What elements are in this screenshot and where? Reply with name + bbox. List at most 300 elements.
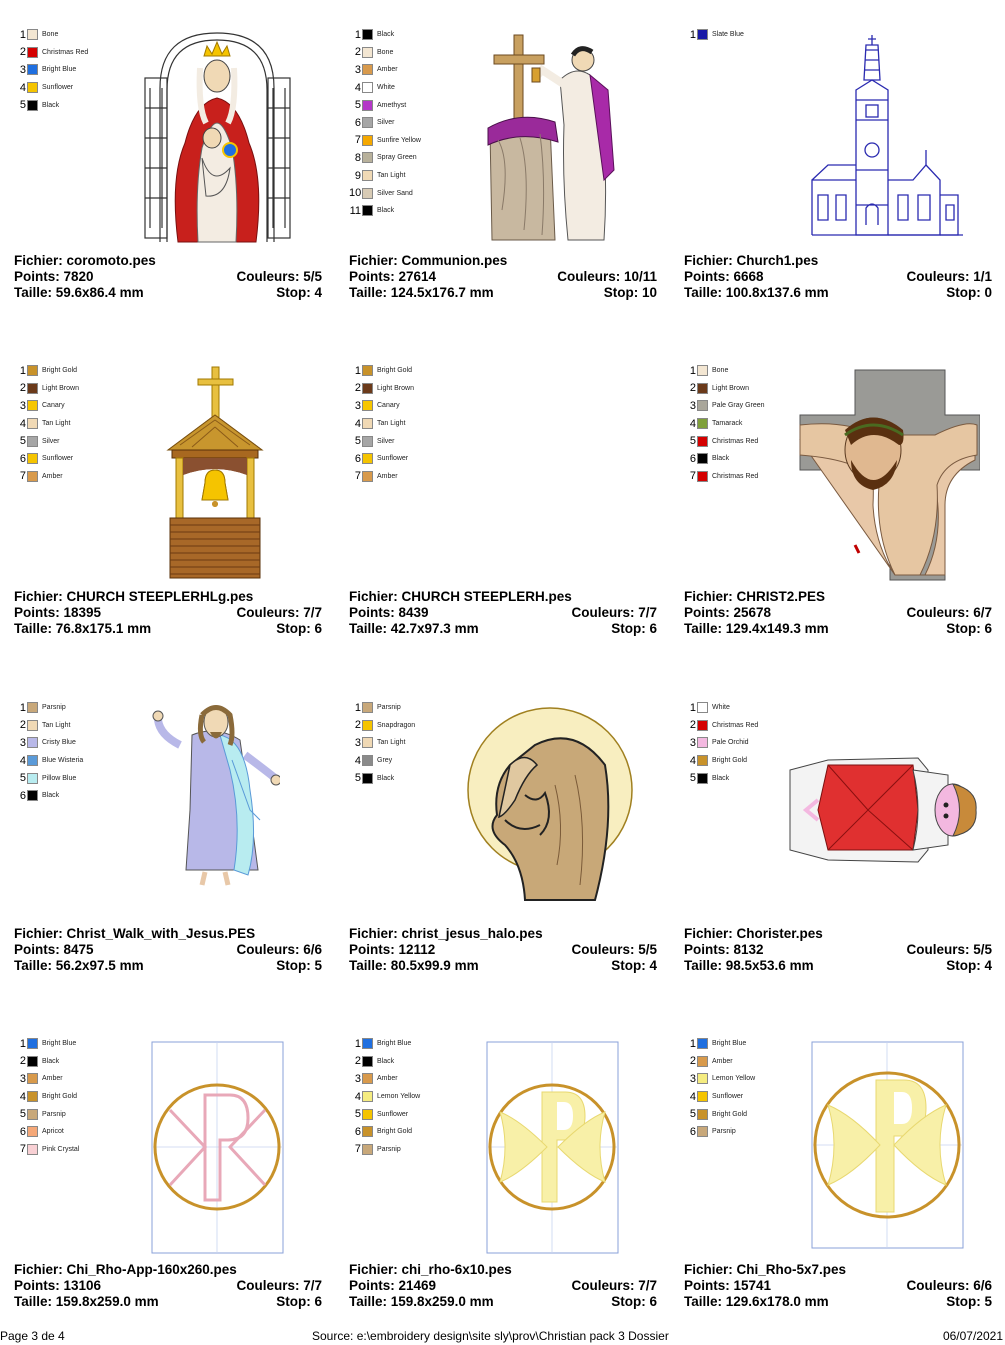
design-card — [670, 1009, 1005, 1345]
color-index: 2 — [354, 719, 361, 732]
stop-count: Stop: 5 — [276, 958, 322, 973]
stop-count: Stop: 0 — [946, 285, 992, 300]
color-legend-row — [349, 184, 421, 202]
color-index: 7 — [19, 1143, 26, 1156]
color-name: Canary — [42, 402, 65, 410]
points-count: Points: 12112 — [349, 942, 436, 957]
file-name: Fichier: Chorister.pes — [684, 926, 823, 941]
source-path: Source: e:\embroidery design\site sly\prov\Christian pack 3 Dossier — [312, 1329, 669, 1343]
stop-count: Stop: 6 — [611, 621, 657, 636]
color-legend-row — [14, 26, 88, 44]
color-index: 5 — [354, 99, 361, 112]
color-legend-row — [14, 787, 83, 805]
color-swatch — [27, 1144, 38, 1155]
file-name: Fichier: Chi_Rho-5x7.pes — [684, 1262, 847, 1277]
color-legend-row — [14, 734, 83, 752]
color-legend-row — [349, 1105, 420, 1123]
color-index: 2 — [354, 46, 361, 59]
color-name: Parsnip — [377, 1145, 401, 1153]
design-card — [0, 673, 335, 1009]
color-swatch — [697, 737, 708, 748]
design-card — [335, 1009, 670, 1345]
color-index: 7 — [19, 470, 26, 483]
color-index: 2 — [19, 719, 26, 732]
print-date: 06/07/2021 — [942, 1329, 1003, 1343]
colors-count: Couleurs: 7/7 — [571, 605, 657, 620]
color-legend-row — [14, 1123, 79, 1141]
color-swatch — [697, 365, 708, 376]
design-card — [670, 673, 1005, 1009]
color-swatch — [362, 170, 373, 181]
design-size: Taille: 59.6x86.4 mm — [14, 285, 144, 300]
color-swatch — [362, 471, 373, 482]
color-name: Pillow Blue — [42, 774, 77, 782]
design-size: Taille: 159.8x259.0 mm — [349, 1294, 494, 1309]
design-size: Taille: 80.5x99.9 mm — [349, 958, 479, 973]
design-info — [14, 253, 322, 301]
color-name: Blue Wisteria — [42, 757, 84, 765]
color-index: 7 — [354, 1143, 361, 1156]
points-count: Points: 27614 — [349, 269, 437, 284]
color-index: 11 — [349, 204, 361, 217]
color-name: Bone — [377, 48, 394, 56]
color-index: 7 — [689, 470, 696, 483]
stop-count: Stop: 5 — [946, 1294, 992, 1309]
color-name: Bone — [42, 31, 59, 39]
color-legend — [349, 26, 421, 220]
color-name: Black — [712, 774, 730, 782]
color-index: 5 — [689, 772, 696, 785]
color-index: 4 — [19, 1090, 26, 1103]
points-count: Points: 18395 — [14, 605, 102, 620]
color-legend-row — [684, 1035, 755, 1053]
color-name: Christmas Red — [712, 472, 759, 480]
color-swatch — [27, 1056, 38, 1067]
color-index: 4 — [354, 81, 361, 94]
color-name: Amber — [42, 1075, 63, 1083]
color-legend-row — [14, 752, 83, 770]
color-swatch — [362, 737, 373, 748]
file-name: Fichier: chi_rho-6x10.pes — [349, 1262, 512, 1277]
color-swatch — [362, 453, 373, 464]
color-name: Black — [377, 31, 395, 39]
file-name: Fichier: Church1.pes — [684, 253, 819, 268]
color-name: Canary — [377, 402, 400, 410]
color-legend — [349, 1035, 420, 1158]
colors-count: Couleurs: 5/5 — [906, 942, 992, 957]
color-name: Black — [42, 792, 60, 800]
christ-walk-artwork — [150, 700, 280, 890]
color-name: Light Brown — [712, 384, 749, 392]
color-legend-row — [14, 415, 79, 433]
color-index: 6 — [19, 789, 26, 802]
color-name: Sunfire Yellow — [377, 136, 421, 144]
stop-count: Stop: 6 — [946, 621, 992, 636]
color-swatch — [27, 773, 38, 784]
color-name: Parsnip — [42, 704, 66, 712]
points-count: Points: 21469 — [349, 1278, 437, 1293]
color-swatch — [362, 755, 373, 766]
color-swatch — [697, 400, 708, 411]
color-name: Snapdragon — [377, 721, 416, 729]
color-name: Silver — [42, 437, 60, 445]
color-swatch — [697, 702, 708, 713]
color-swatch — [697, 1109, 708, 1120]
color-name: Christmas Red — [712, 437, 759, 445]
color-swatch — [697, 453, 708, 464]
color-legend-row — [14, 79, 88, 97]
chorister-artwork — [788, 750, 978, 870]
color-name: Bone — [712, 367, 729, 375]
color-legend-row — [684, 734, 758, 752]
color-legend-row — [14, 699, 83, 717]
color-swatch — [362, 436, 373, 447]
points-count: Points: 8475 — [14, 942, 94, 957]
color-swatch — [362, 418, 373, 429]
design-info — [349, 253, 657, 301]
halo-artwork — [465, 705, 635, 905]
colors-count: Couleurs: 6/7 — [906, 605, 992, 620]
color-swatch — [697, 1056, 708, 1067]
design-info — [684, 253, 992, 301]
color-swatch — [697, 1126, 708, 1137]
design-size: Taille: 124.5x176.7 mm — [349, 285, 494, 300]
color-legend-row — [684, 397, 765, 415]
color-legend — [14, 26, 88, 114]
color-name: Bright Gold — [377, 1128, 413, 1136]
color-swatch — [27, 453, 38, 464]
color-legend-row — [684, 362, 765, 380]
colors-count: Couleurs: 10/11 — [557, 269, 657, 284]
color-name: Sunflower — [377, 1110, 409, 1118]
color-swatch — [27, 418, 38, 429]
color-swatch — [362, 29, 373, 40]
communion-artwork — [480, 30, 630, 245]
color-legend-row — [14, 380, 79, 398]
color-name: Grey — [377, 757, 393, 765]
design-info — [684, 926, 992, 974]
design-size: Taille: 129.6x178.0 mm — [684, 1294, 829, 1309]
color-name: Bright Blue — [42, 1040, 77, 1048]
color-legend-row — [14, 44, 88, 62]
color-swatch — [27, 365, 38, 376]
color-index: 2 — [689, 382, 696, 395]
color-index: 4 — [19, 417, 26, 430]
color-swatch — [362, 1109, 373, 1120]
color-index: 6 — [354, 1125, 361, 1138]
color-legend-row — [349, 202, 421, 220]
design-size: Taille: 100.8x137.6 mm — [684, 285, 829, 300]
design-info — [684, 1262, 992, 1310]
color-legend-row — [349, 752, 415, 770]
color-legend-row — [14, 1105, 79, 1123]
color-legend-row — [349, 132, 421, 150]
color-index: 5 — [19, 435, 26, 448]
color-swatch — [362, 117, 373, 128]
color-name: Black — [377, 207, 395, 215]
color-swatch — [697, 471, 708, 482]
color-swatch — [27, 29, 38, 40]
color-legend-row — [349, 769, 415, 787]
color-name: Tan Light — [377, 420, 406, 428]
color-swatch — [27, 1126, 38, 1137]
color-name: Christmas Red — [712, 721, 759, 729]
color-legend-row — [349, 432, 414, 450]
color-legend-row — [14, 397, 79, 415]
color-swatch — [362, 720, 373, 731]
color-index: 4 — [689, 754, 696, 767]
color-legend-row — [349, 149, 421, 167]
color-legend-row — [684, 717, 758, 735]
colors-count: Couleurs: 6/6 — [236, 942, 322, 957]
color-name: Lemon Yellow — [712, 1075, 756, 1083]
color-swatch — [697, 418, 708, 429]
color-legend-row — [349, 1070, 420, 1088]
design-info — [14, 1262, 322, 1310]
color-index: 1 — [689, 28, 696, 41]
color-name: Black — [377, 774, 395, 782]
color-index: 3 — [354, 736, 361, 749]
color-legend-row — [14, 1070, 79, 1088]
color-legend-row — [684, 1105, 755, 1123]
color-name: Tan Light — [377, 739, 406, 747]
color-name: White — [377, 84, 395, 92]
color-name: Pink Crystal — [42, 1145, 80, 1153]
color-swatch — [362, 1091, 373, 1102]
file-name: Fichier: Communion.pes — [349, 253, 508, 268]
color-swatch — [362, 100, 373, 111]
color-index: 6 — [19, 1125, 26, 1138]
design-size: Taille: 98.5x53.6 mm — [684, 958, 814, 973]
colors-count: Couleurs: 6/6 — [906, 1278, 992, 1293]
color-name: Light Brown — [42, 384, 79, 392]
color-index: 5 — [689, 435, 696, 448]
color-name: White — [712, 704, 730, 712]
color-index: 3 — [689, 1072, 696, 1085]
color-name: Tamarack — [712, 420, 743, 428]
color-legend-row — [14, 362, 79, 380]
color-index: 5 — [689, 1108, 696, 1121]
color-index: 5 — [19, 772, 26, 785]
color-name: Slate Blue — [712, 31, 744, 39]
color-legend-row — [349, 114, 421, 132]
stop-count: Stop: 6 — [276, 1294, 322, 1309]
color-swatch — [27, 383, 38, 394]
color-swatch — [362, 702, 373, 713]
crucifix-artwork — [795, 365, 980, 585]
color-index: 4 — [354, 754, 361, 767]
color-legend-row — [349, 96, 421, 114]
color-name: Black — [377, 1057, 395, 1065]
color-index: 1 — [19, 28, 26, 41]
color-legend-row — [14, 717, 83, 735]
color-legend-row — [349, 1088, 420, 1106]
color-name: Apricot — [42, 1128, 64, 1136]
color-legend-row — [684, 769, 758, 787]
color-legend-row — [684, 432, 765, 450]
color-swatch — [697, 1091, 708, 1102]
color-index: 3 — [19, 736, 26, 749]
color-index: 1 — [19, 364, 26, 377]
color-index: 9 — [354, 169, 361, 182]
color-index: 6 — [689, 452, 696, 465]
points-count: Points: 8132 — [684, 942, 764, 957]
color-swatch — [362, 365, 373, 376]
points-count: Points: 8439 — [349, 605, 429, 620]
color-index: 1 — [354, 364, 361, 377]
color-swatch — [27, 1038, 38, 1049]
color-index: 5 — [354, 772, 361, 785]
color-swatch — [27, 755, 38, 766]
color-swatch — [27, 1109, 38, 1120]
color-index: 4 — [19, 81, 26, 94]
color-index: 4 — [354, 1090, 361, 1103]
color-legend-row — [684, 699, 758, 717]
color-name: Tan Light — [42, 420, 71, 428]
color-legend-row — [349, 699, 415, 717]
chirho-fill-57-artwork — [810, 1040, 965, 1250]
color-swatch — [362, 188, 373, 199]
color-legend-row — [14, 769, 83, 787]
color-legend-row — [349, 167, 421, 185]
color-index: 3 — [689, 736, 696, 749]
color-index: 1 — [19, 701, 26, 714]
color-index: 3 — [354, 63, 361, 76]
design-info — [684, 589, 992, 637]
color-legend-row — [349, 468, 414, 486]
color-name: Silver Sand — [377, 189, 413, 197]
design-card — [670, 336, 1005, 672]
color-name: Spray Green — [377, 154, 417, 162]
color-index: 3 — [19, 1072, 26, 1085]
design-info — [349, 926, 657, 974]
color-legend-row — [684, 380, 765, 398]
color-legend — [14, 1035, 79, 1158]
stop-count: Stop: 6 — [611, 1294, 657, 1309]
color-swatch — [27, 1091, 38, 1102]
color-legend-row — [14, 1035, 79, 1053]
design-card — [335, 673, 670, 1009]
color-name: Parsnip — [712, 1128, 736, 1136]
color-swatch — [27, 100, 38, 111]
color-swatch — [362, 1126, 373, 1137]
color-index: 1 — [19, 1037, 26, 1050]
color-swatch — [362, 1038, 373, 1049]
church-artwork — [808, 30, 968, 240]
color-legend-row — [14, 61, 88, 79]
color-swatch — [27, 400, 38, 411]
color-index: 4 — [354, 417, 361, 430]
color-swatch — [697, 773, 708, 784]
color-index: 2 — [689, 1055, 696, 1068]
color-swatch — [27, 47, 38, 58]
color-index: 1 — [354, 1037, 361, 1050]
color-name: Parsnip — [42, 1110, 66, 1118]
color-swatch — [27, 436, 38, 447]
color-index: 2 — [19, 46, 26, 59]
color-name: Bright Blue — [712, 1040, 747, 1048]
colors-count: Couleurs: 7/7 — [236, 1278, 322, 1293]
stop-count: Stop: 4 — [946, 958, 992, 973]
colors-count: Couleurs: 5/5 — [236, 269, 322, 284]
stop-count: Stop: 4 — [276, 285, 322, 300]
stop-count: Stop: 4 — [611, 958, 657, 973]
chirho-fill-artwork — [485, 1040, 620, 1255]
design-size: Taille: 76.8x175.1 mm — [14, 621, 152, 636]
color-legend-row — [684, 1088, 755, 1106]
color-legend-row — [349, 734, 415, 752]
color-legend — [349, 699, 415, 787]
color-name: Sunflower — [377, 455, 409, 463]
file-name: Fichier: CHURCH STEEPLERHLg.pes — [14, 589, 254, 604]
color-index: 10 — [349, 187, 362, 200]
file-name: Fichier: CHRIST2.PES — [684, 589, 826, 604]
color-swatch — [697, 1038, 708, 1049]
color-legend-row — [349, 415, 414, 433]
color-index: 3 — [354, 399, 361, 412]
color-swatch — [697, 755, 708, 766]
color-index: 6 — [689, 1125, 696, 1138]
color-index: 3 — [19, 63, 26, 76]
color-swatch — [362, 205, 373, 216]
color-legend-row — [349, 61, 421, 79]
color-legend — [684, 362, 765, 485]
color-legend-row — [349, 44, 421, 62]
color-legend-row — [349, 79, 421, 97]
color-swatch — [362, 135, 373, 146]
color-legend-row — [14, 1053, 79, 1071]
color-swatch — [27, 737, 38, 748]
color-index: 5 — [19, 99, 26, 112]
color-swatch — [697, 436, 708, 447]
color-swatch — [362, 47, 373, 58]
color-legend-row — [349, 380, 414, 398]
color-index: 4 — [689, 1090, 696, 1103]
color-swatch — [27, 720, 38, 731]
color-legend-row — [684, 1070, 755, 1088]
color-index: 8 — [354, 151, 361, 164]
color-legend-row — [684, 752, 758, 770]
color-name: Silver — [377, 119, 395, 127]
color-index: 7 — [354, 470, 361, 483]
color-index: 1 — [354, 701, 361, 714]
points-count: Points: 25678 — [684, 605, 772, 620]
color-name: Amber — [377, 66, 398, 74]
color-legend-row — [349, 1123, 420, 1141]
colors-count: Couleurs: 1/1 — [906, 269, 992, 284]
color-legend — [684, 1035, 755, 1141]
color-swatch — [362, 1056, 373, 1067]
file-name: Fichier: CHURCH STEEPLERH.pes — [349, 589, 572, 604]
design-card — [0, 0, 335, 336]
color-index: 4 — [689, 417, 696, 430]
color-legend — [684, 699, 758, 787]
color-index: 5 — [19, 1108, 26, 1121]
file-name: Fichier: Christ_Walk_with_Jesus.PES — [14, 926, 256, 941]
color-legend-row — [349, 397, 414, 415]
design-info — [14, 926, 322, 974]
design-info — [349, 1262, 657, 1310]
color-name: Light Brown — [377, 384, 414, 392]
color-index: 1 — [354, 28, 361, 41]
color-swatch — [362, 152, 373, 163]
color-legend-row — [14, 1088, 79, 1106]
color-name: Bright Gold — [42, 367, 78, 375]
design-size: Taille: 129.4x149.3 mm — [684, 621, 829, 636]
color-legend-row — [684, 26, 744, 44]
color-index: 1 — [689, 1037, 696, 1050]
color-name: Pale Gray Green — [712, 402, 765, 410]
